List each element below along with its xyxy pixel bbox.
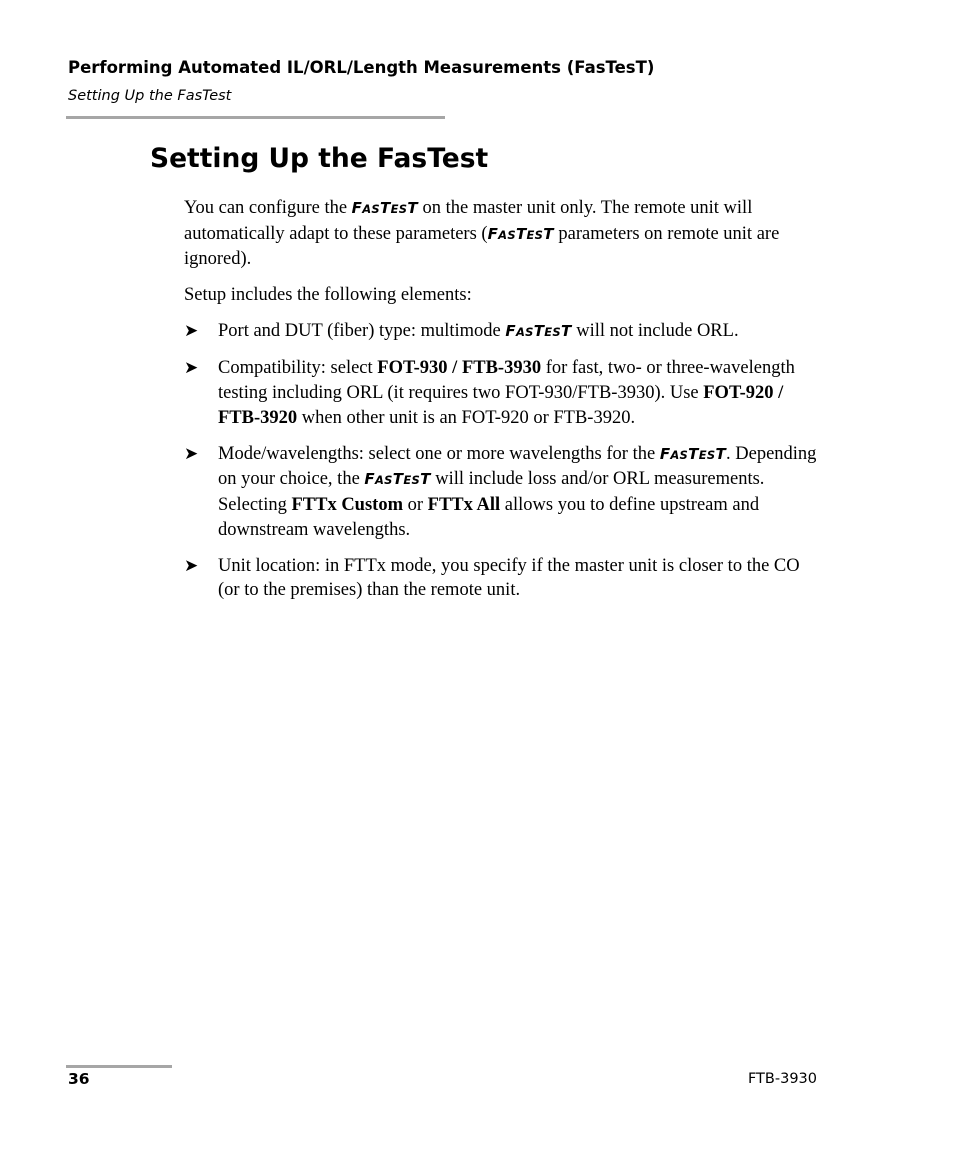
footer-rule <box>66 1065 172 1068</box>
fastest-term: FASTEST <box>364 470 431 489</box>
list-item: ➤ Compatibility: select FOT-930 / FTB-3930 for fast, two- or three-wavelength testing including ORL (it requires two FOT-930/FTB-3930). Use FOT-920 / FTB-3920 when other unit is an FOT-920 or FTB-3920. <box>184 358 795 428</box>
fastest-term: FASTEST <box>505 322 572 341</box>
header-rule <box>66 116 445 119</box>
setup-elements-list <box>184 319 824 602</box>
running-header-title: Performing Automated IL/ORL/Length Measurements (FasTesT) <box>68 58 655 77</box>
body-text <box>184 196 824 614</box>
page-number: 36 <box>68 1070 90 1088</box>
list-item: ➤ Port and DUT (fiber) type: multimode FASTEST will not include ORL. <box>184 319 824 345</box>
list-item: ➤ Mode/wavelengths: select one or more wavelengths for the FASTEST. Depending on your choice, the FASTEST will include loss and/or ORL measurements. Selecting FTTx Custom or FTTx All allows you to define upstream and downstream wavelengths. <box>184 443 817 540</box>
section-heading: Setting Up the FasTest <box>150 143 489 174</box>
product-name: FTB-3930 <box>747 1071 817 1087</box>
list-item: ➤ Unit location: in FTTx mode, you specify if the master unit is closer to the CO (or to the premises) than the remote unit. <box>184 555 800 601</box>
fastest-term: FASTEST <box>659 444 726 463</box>
fastest-term: FASTEST <box>487 224 554 243</box>
arrowhead-icon: ➤ <box>184 443 199 464</box>
fastest-term: FASTEST <box>351 199 418 217</box>
running-header-section: Setting Up the FasTest <box>68 88 232 104</box>
setup-intro: Setup includes the following elements: <box>184 285 472 306</box>
intro-paragraph: You can configure the FASTEST on the master unit only. The remote unit will automatically adapt to these parameters (FASTEST parameters on remote unit are ignored). <box>184 198 780 270</box>
arrowhead-icon: ➤ <box>184 321 199 342</box>
arrowhead-icon: ➤ <box>184 358 199 379</box>
arrowhead-icon: ➤ <box>184 555 199 576</box>
